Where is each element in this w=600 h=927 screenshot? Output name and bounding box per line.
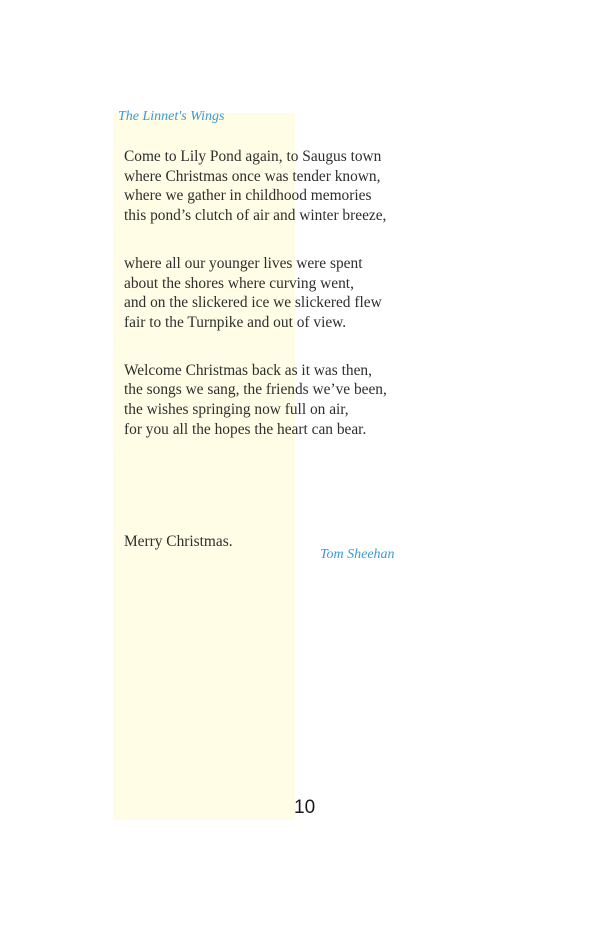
poem-line: where we gather in childhood memories [124, 187, 372, 205]
stanza-2 [124, 254, 387, 333]
poem-line: Welcome Christmas back as it was then, [124, 361, 372, 379]
poem-line: fair to the Turnpike and out of view. [124, 313, 347, 331]
poem-line: about the shores where curving went, [124, 274, 354, 292]
poem-line: the songs we sang, the friends we’ve been, [124, 381, 387, 399]
poem-line: this pond’s clutch of air and winter breeze, [124, 207, 387, 225]
closing-greeting: Merry Christmas. [124, 533, 233, 550]
stanza-1 [124, 147, 387, 226]
book-title: The Linnet's Wings [118, 109, 225, 124]
page-number: 10 [294, 797, 316, 818]
stanza-3 [124, 361, 387, 440]
poem-line: the wishes springing now full on air, [124, 401, 349, 419]
poem-line: where Christmas once was tender known, [124, 167, 381, 185]
poem-line: and on the slickered ice we slickered flew [124, 294, 382, 312]
poem-line: for you all the hopes the heart can bear. [124, 420, 367, 438]
poem-line: where all our younger lives were spent [124, 254, 363, 272]
poem [124, 147, 387, 467]
author-name: Tom Sheehan [320, 547, 395, 562]
poem-line: Come to Lily Pond again, to Saugus town [124, 148, 382, 165]
